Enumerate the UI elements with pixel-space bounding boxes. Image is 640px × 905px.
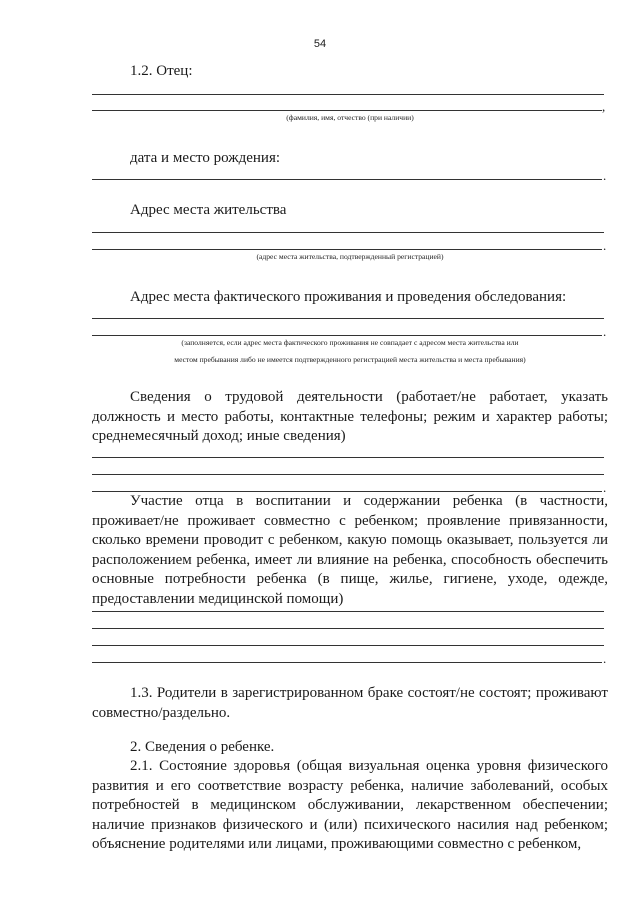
birth-line-end: . bbox=[603, 168, 607, 183]
fill-line-name-1[interactable] bbox=[92, 94, 604, 95]
residence-label: Адрес места жительства bbox=[130, 202, 287, 218]
fill-line-upbringing-2[interactable] bbox=[92, 628, 604, 629]
fill-line-actual-2[interactable] bbox=[92, 335, 602, 336]
fill-line-birth[interactable] bbox=[92, 179, 602, 180]
name-note: (фамилия, имя, отчество (при наличии) bbox=[286, 113, 414, 122]
actual-address-label: Адрес места фактического проживания и проведения обследования: bbox=[130, 289, 567, 305]
actual-note-2: местом пребывания либо не имеется подтвержденного регистрацией места жительства и места пребывания) bbox=[174, 355, 526, 364]
child-heading: 2. Сведения о ребенке. bbox=[130, 739, 275, 755]
work-paragraph: Сведения о трудовой деятельности (работает/не работает, указать должность и место работы, контактные телефоны; режим и характер работы; среднемесячный доход; иные сведения) bbox=[92, 389, 608, 444]
fill-line-residence-1[interactable] bbox=[92, 232, 604, 233]
fill-line-name-2[interactable] bbox=[92, 110, 602, 111]
page-number: 54 bbox=[313, 38, 327, 50]
residence-line-end: . bbox=[603, 238, 607, 253]
upbringing-line-end: . bbox=[603, 651, 607, 666]
fill-line-work-1[interactable] bbox=[92, 457, 604, 458]
child-health-paragraph: 2.1. Состояние здоровья (общая визуальная оценка уровня физического развития и его соответствие возрасту ребенка, наличие заболеваний, особых потребностей в медицинском обслуживании, лекарственном обеспечении; наличие признаков физического и (или) психического насилия над ребенком; объяснение родителями или лицами, проживающими совместно с ребенком, bbox=[92, 758, 608, 852]
fill-line-residence-2[interactable] bbox=[92, 249, 602, 250]
name-line-end: , bbox=[602, 99, 606, 114]
fill-line-upbringing-1[interactable] bbox=[92, 611, 604, 612]
marriage-paragraph: 1.3. Родители в зарегистрированном браке состоят/не состоят; проживают совместно/раздельно. bbox=[92, 685, 608, 721]
fill-line-upbringing-3[interactable] bbox=[92, 645, 604, 646]
birth-label: дата и место рождения: bbox=[130, 150, 281, 166]
upbringing-paragraph: Участие отца в воспитании и содержании ребенка (в частности, проживает/не проживает совместно с ребенком; проявление привязанности, сколько времени проводит с ребенком, какую помощь оказывает, пользуется ли расположением ребенка, имеет ли влияние на ребенка, способность обеспечить основные потребности ребенка (в пище, жилье, гигиене, уходе, одежде, предоставлении медицинской помощи) bbox=[92, 493, 608, 607]
work-line-end: . bbox=[603, 480, 607, 495]
fill-line-upbringing-4[interactable] bbox=[92, 662, 602, 663]
father-heading: 1.2. Отец: bbox=[130, 63, 193, 79]
actual-note-1: (заполняется, если адрес места фактического проживания не совпадает с адресом места жительства или bbox=[181, 338, 519, 347]
fill-line-actual-1[interactable] bbox=[92, 318, 604, 319]
fill-line-work-2[interactable] bbox=[92, 474, 604, 475]
actual-line-end: . bbox=[603, 324, 607, 339]
residence-note: (адрес места жительства, подтвержденный регистрацией) bbox=[256, 252, 444, 261]
